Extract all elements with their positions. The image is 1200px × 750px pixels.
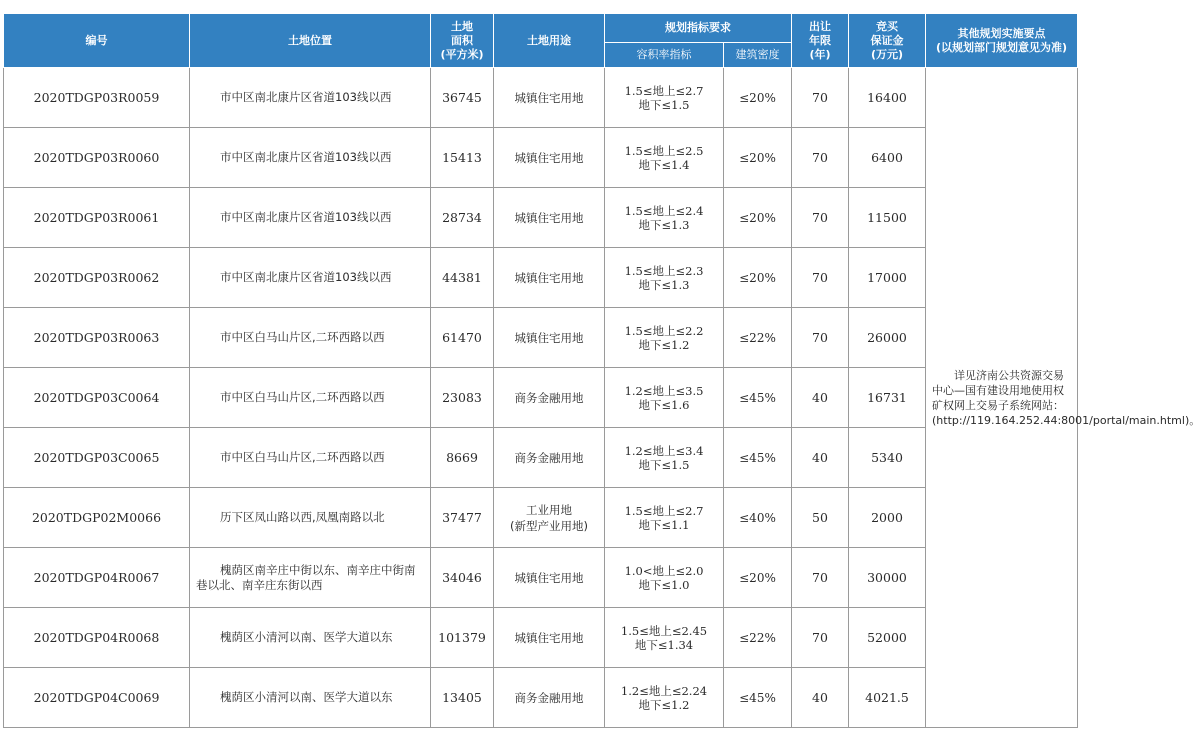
table-row: [4, 368, 1078, 428]
cell-area: 36745: [431, 68, 494, 128]
cell-far: [605, 128, 724, 188]
location-text: 历下区凤山路以西,凤凰南路以北: [220, 510, 385, 524]
cell-term: 40: [792, 668, 849, 728]
cell-area: 101379: [431, 608, 494, 668]
use-text: 商务金融用地: [514, 450, 584, 465]
location-text: 市中区南北康片区省道103线以西: [220, 270, 392, 284]
cell-location: [190, 668, 431, 728]
header-other: [926, 14, 1078, 68]
far-below: 地下≤1.5: [638, 457, 690, 472]
cell-deposit: 17000: [849, 248, 926, 308]
table-row: [4, 668, 1078, 728]
cell-deposit: 16400: [849, 68, 926, 128]
far-below: 地下≤1.34: [634, 637, 694, 652]
far-below: 地下≤1.2: [638, 337, 690, 352]
far-below: 地下≤1.4: [638, 157, 690, 172]
cell-far: [605, 488, 724, 548]
header-term-line3: (年): [809, 47, 831, 61]
header-id: 编号: [4, 14, 190, 68]
cell-density: ≤40%: [724, 488, 792, 548]
cell-deposit: 30000: [849, 548, 926, 608]
cell-area: 8669: [431, 428, 494, 488]
location-text: 市中区白马山片区,二环西路以西: [220, 450, 385, 464]
cell-location: [190, 68, 431, 128]
cell-term: 70: [792, 248, 849, 308]
location-text: 槐荫区小清河以南、医学大道以东: [220, 690, 393, 704]
cell-density: ≤20%: [724, 188, 792, 248]
cell-use: [494, 308, 605, 368]
cell-term: 50: [792, 488, 849, 548]
table-row: [4, 488, 1078, 548]
cell-term: 70: [792, 68, 849, 128]
cell-term: 40: [792, 368, 849, 428]
far-below: 地下≤1.5: [638, 97, 690, 112]
cell-term: 70: [792, 128, 849, 188]
cell-term: 40: [792, 428, 849, 488]
header-area: [431, 14, 494, 68]
cell-location: [190, 248, 431, 308]
cell-id: 2020TDGP04R0068: [4, 608, 190, 668]
location-text: 槐荫区小清河以南、医学大道以东: [220, 630, 393, 644]
cell-id: 2020TDGP03R0060: [4, 128, 190, 188]
far-below: 地下≤1.3: [638, 217, 690, 232]
cell-location: [190, 128, 431, 188]
cell-deposit: 16731: [849, 368, 926, 428]
cell-use: [494, 368, 605, 428]
cell-density: ≤45%: [724, 428, 792, 488]
header-area-line3: (平方米): [440, 47, 484, 61]
far-below: 地下≤1.1: [638, 517, 690, 532]
cell-area: 61470: [431, 308, 494, 368]
cell-term: 70: [792, 308, 849, 368]
cell-use: [494, 128, 605, 188]
cell-use: [494, 248, 605, 308]
header-deposit-line2: 保证金: [870, 33, 904, 47]
cell-use: [494, 608, 605, 668]
header-other-line1: 其他规划实施要点: [957, 26, 1046, 40]
header-planning: 规划指标要求: [605, 14, 792, 43]
far-above: 1.5≤地上≤2.2: [624, 323, 704, 338]
use-text: 商务金融用地: [514, 690, 584, 705]
far-above: 1.0<地上≤2.0: [624, 563, 704, 578]
far-above: 1.5≤地上≤2.5: [624, 143, 704, 158]
use-text: 工业用地: [526, 502, 572, 517]
header-term-line2: 年限: [809, 33, 831, 47]
far-above: 1.5≤地上≤2.7: [624, 83, 704, 98]
cell-use: [494, 548, 605, 608]
cell-density: ≤20%: [724, 248, 792, 308]
table-row: [4, 608, 1078, 668]
location-text: 市中区白马山片区,二环西路以西: [220, 330, 385, 344]
cell-location: [190, 548, 431, 608]
table-body: [4, 68, 1200, 728]
far-below: 地下≤1.2: [638, 697, 690, 712]
far-above: 1.2≤地上≤3.4: [624, 443, 704, 458]
cell-density: ≤22%: [724, 608, 792, 668]
far-above: 1.2≤地上≤3.5: [624, 383, 704, 398]
use-text: 城镇住宅用地: [514, 630, 584, 645]
cell-location: [190, 488, 431, 548]
cell-term: 70: [792, 608, 849, 668]
cell-term: 70: [792, 548, 849, 608]
cell-density: ≤20%: [724, 68, 792, 128]
cell-far: [605, 368, 724, 428]
cell-area: 23083: [431, 368, 494, 428]
use-text: 城镇住宅用地: [514, 210, 584, 225]
cell-deposit: 5340: [849, 428, 926, 488]
header-use: 土地用途: [494, 14, 605, 68]
cell-far: [605, 548, 724, 608]
land-auction-table: [3, 13, 1200, 728]
use-text: 城镇住宅用地: [514, 150, 584, 165]
cell-far: [605, 308, 724, 368]
cell-far: [605, 248, 724, 308]
cell-far: [605, 668, 724, 728]
cell-id: 2020TDGP03R0061: [4, 188, 190, 248]
use-text: 城镇住宅用地: [514, 270, 584, 285]
cell-area: 37477: [431, 488, 494, 548]
location-text: 市中区南北康片区省道103线以西: [220, 90, 392, 104]
cell-far: [605, 188, 724, 248]
cell-use: [494, 428, 605, 488]
cell-location: [190, 608, 431, 668]
far-above: 1.5≤地上≤2.7: [624, 503, 704, 518]
cell-id: 2020TDGP04R0067: [4, 548, 190, 608]
cell-density: ≤45%: [724, 668, 792, 728]
table-row: [4, 248, 1078, 308]
far-below: 地下≤1.3: [638, 277, 690, 292]
location-text: 市中区白马山片区,二环西路以西: [220, 390, 385, 404]
use-text: 城镇住宅用地: [514, 570, 584, 585]
header-deposit-line3: (万元): [870, 47, 904, 61]
far-above: 1.5≤地上≤2.3: [624, 263, 704, 278]
cell-use: [494, 668, 605, 728]
table-row: [4, 188, 1078, 248]
cell-density: ≤20%: [724, 548, 792, 608]
cell-deposit: 6400: [849, 128, 926, 188]
header-deposit-line1: 竞买: [876, 19, 898, 33]
cell-far: [605, 608, 724, 668]
cell-far: [605, 68, 724, 128]
use-text: 商务金融用地: [514, 390, 584, 405]
far-above: 1.2≤地上≤2.24: [620, 683, 708, 698]
cell-deposit: 52000: [849, 608, 926, 668]
cell-far: [605, 428, 724, 488]
cell-area: 28734: [431, 188, 494, 248]
use-subtext: (新型产业用地): [510, 518, 588, 533]
cell-deposit: 4021.5: [849, 668, 926, 728]
far-above: 1.5≤地上≤2.4: [624, 203, 704, 218]
cell-id: 2020TDGP03R0059: [4, 68, 190, 128]
cell-location: [190, 188, 431, 248]
header-term-line1: 出让: [809, 19, 831, 33]
table-row: [4, 68, 1078, 128]
location-text: 市中区南北康片区省道103线以西: [220, 150, 392, 164]
location-text: 市中区南北康片区省道103线以西: [220, 210, 392, 224]
table-row: [4, 308, 1078, 368]
cell-id: 2020TDGP03C0065: [4, 428, 190, 488]
cell-density: ≤20%: [724, 128, 792, 188]
cell-density: ≤45%: [724, 368, 792, 428]
cell-area: 44381: [431, 248, 494, 308]
cell-use: [494, 188, 605, 248]
cell-id: 2020TDGP03R0063: [4, 308, 190, 368]
cell-density: ≤22%: [724, 308, 792, 368]
far-below: 地下≤1.0: [638, 577, 690, 592]
use-text: 城镇住宅用地: [514, 90, 584, 105]
table-row: [4, 428, 1078, 488]
cell-deposit: 11500: [849, 188, 926, 248]
header-term: [792, 14, 849, 68]
header-density: 建筑密度: [724, 43, 792, 68]
header-location: 土地位置: [190, 14, 431, 68]
header-other-line2: (以规划部门规划意见为准): [935, 40, 1068, 54]
header-deposit: [849, 14, 926, 68]
far-above: 1.5≤地上≤2.45: [620, 623, 708, 638]
table-row: [4, 128, 1078, 188]
cell-area: 15413: [431, 128, 494, 188]
cell-id: 2020TDGP03R0062: [4, 248, 190, 308]
location-text: 槐荫区南辛庄中街以东、南辛庄中街南巷以北、南辛庄东街以西: [196, 562, 416, 592]
notes-text: 详见济南公共资源交易中心—国有建设用地使用权矿权网上交易子系统网站：(http://119.164.252.44:8001/portal/main.html)。: [932, 368, 1200, 427]
cell-deposit: 26000: [849, 308, 926, 368]
use-text: 城镇住宅用地: [514, 330, 584, 345]
cell-location: [190, 368, 431, 428]
cell-term: 70: [792, 188, 849, 248]
cell-location: [190, 308, 431, 368]
far-below: 地下≤1.6: [638, 397, 690, 412]
table-header: [4, 14, 1078, 68]
cell-area: 13405: [431, 668, 494, 728]
cell-location: [190, 428, 431, 488]
header-area-line2: 面积: [451, 33, 473, 47]
cell-id: 2020TDGP03C0064: [4, 368, 190, 428]
cell-id: 2020TDGP02M0066: [4, 488, 190, 548]
cell-use: [494, 68, 605, 128]
cell-use: [494, 488, 605, 548]
header-far: 容积率指标: [605, 43, 724, 68]
header-area-line1: 土地: [451, 19, 473, 33]
table-row: [4, 548, 1078, 608]
cell-id: 2020TDGP04C0069: [4, 668, 190, 728]
cell-deposit: 2000: [849, 488, 926, 548]
cell-area: 34046: [431, 548, 494, 608]
cell-other-notes: [926, 68, 1200, 728]
